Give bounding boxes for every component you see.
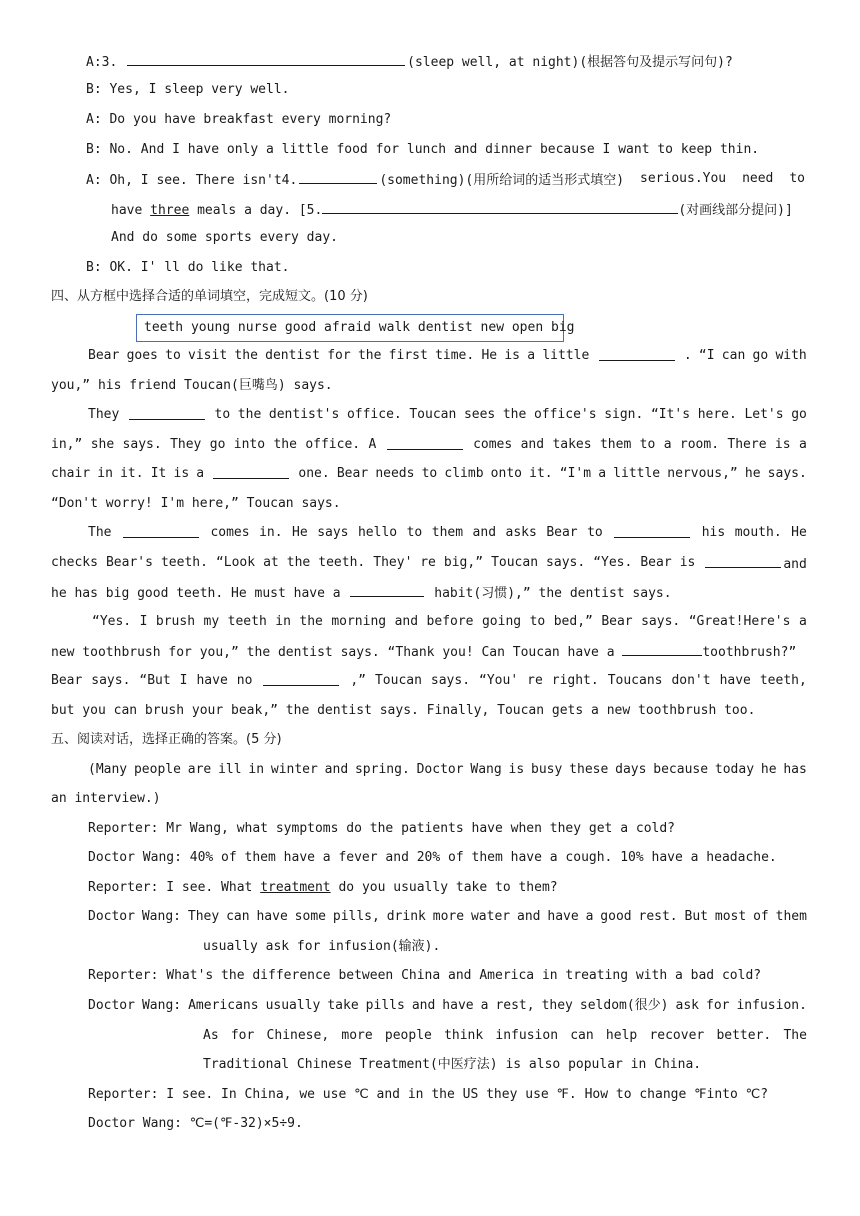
word: re: [527, 673, 543, 688]
doctor-line: [88, 997, 807, 1015]
word: ,”: [350, 673, 366, 688]
word: Toucan: [409, 407, 457, 422]
underlined-word-treatment: treatment: [260, 880, 331, 895]
answer-blank[interactable]: [129, 406, 205, 420]
answer-blank[interactable]: [350, 583, 424, 597]
word: help: [605, 1028, 638, 1043]
word-bank-box: teeth young nurse good afraid walk dentist new open big: [136, 314, 564, 342]
word: Doctor: [88, 998, 135, 1013]
word: good: [600, 909, 632, 924]
word: and: [324, 762, 349, 777]
word: people: [384, 1028, 432, 1043]
intro-line: [88, 761, 807, 779]
word: are: [187, 762, 212, 777]
word: teeth.: [318, 555, 366, 570]
answer-blank-word: [385, 436, 465, 456]
underlined-word-three: three: [150, 203, 190, 218]
word: Bear: [51, 673, 83, 688]
answer-blank-4[interactable]: [299, 170, 377, 184]
doctor-line: [88, 908, 807, 926]
word: is: [173, 466, 190, 481]
passage-line: new toothbrush for you,” the dentist says. “Thank you! Can Toucan have a toothbrush?”: [51, 642, 796, 662]
dialog-line-a-breakfast: A: Do you have breakfast every morning?: [86, 112, 392, 127]
answer-blank[interactable]: [614, 524, 690, 538]
answer-blank[interactable]: [123, 524, 199, 538]
answer-blank[interactable]: [213, 465, 289, 479]
word: he: [744, 466, 761, 481]
word: Bear: [546, 525, 578, 540]
dialog-line-a4: A: Oh, I see. There isn't4. (something)(用所给词的适当形式填空) serious.You need to: [86, 171, 805, 188]
word: more: [432, 909, 465, 924]
word: go: [791, 407, 807, 422]
answer-blank-word: [127, 406, 207, 426]
word: says.: [122, 437, 162, 452]
word: go: [209, 437, 226, 452]
word: a: [196, 466, 205, 481]
word: seldom(很少): [579, 998, 669, 1013]
word: because: [653, 762, 709, 777]
word: room.: [679, 437, 720, 452]
word: to: [639, 437, 656, 452]
doctor-line: Doctor Wang: ℃=(℉-32)×5÷9.: [88, 1116, 303, 1131]
word: the: [273, 437, 297, 452]
word: more: [341, 1028, 373, 1043]
word: some: [294, 909, 326, 924]
answer-blank[interactable]: [705, 554, 781, 568]
word: think: [444, 1028, 484, 1043]
word: winter: [270, 762, 318, 777]
word: to: [165, 348, 181, 363]
word: “Look: [215, 555, 256, 570]
word: says.: [546, 555, 586, 570]
word: to: [421, 466, 438, 481]
reporter-line: Reporter: I see. In China, we use ℃ and in the US they use ℉. How to change ℉into ℃?: [88, 1087, 769, 1102]
word: infusion: [495, 1028, 559, 1043]
word: office.: [346, 407, 402, 422]
word: Doctor: [88, 909, 135, 924]
word: checks: [51, 555, 98, 570]
word: says.: [91, 673, 131, 688]
word: and: [411, 998, 436, 1013]
word: As: [203, 1028, 219, 1043]
word: usually: [265, 998, 321, 1013]
word: Bear: [88, 348, 120, 363]
answer-blank-word: [612, 524, 692, 544]
word: them: [599, 437, 632, 452]
word: Bear: [336, 466, 369, 481]
word: .: [683, 348, 692, 363]
answer-blank-word: [597, 347, 677, 367]
passage-line: [92, 613, 807, 631]
passage-line: [51, 465, 807, 485]
word: is: [679, 555, 696, 570]
dialog-line-b-food: B: No. And I have only a little food for lunch and dinner because I want to keep thin.: [86, 142, 760, 157]
word: time.: [435, 348, 475, 363]
doctor-line: Traditional Chinese Treatment(中医疗法) is also popular in China.: [203, 1057, 702, 1072]
word: I: [179, 673, 188, 688]
word: and: [394, 614, 419, 629]
answer-blank[interactable]: [263, 672, 339, 686]
dialog-line-sports: And do some sports every day.: [111, 230, 338, 245]
word: a: [598, 466, 607, 481]
word: (Many: [88, 762, 128, 777]
word: visit: [188, 348, 228, 363]
word: pills: [365, 998, 405, 1013]
word: to: [529, 614, 546, 629]
word: ask: [675, 998, 699, 1013]
word: climb: [444, 466, 484, 481]
word: water: [470, 909, 511, 924]
word: says.: [430, 673, 471, 688]
word: he: [760, 762, 777, 777]
word: in.: [259, 525, 283, 540]
word: the: [357, 348, 382, 363]
word: Americans: [188, 998, 259, 1013]
word: for: [230, 1028, 255, 1043]
word: no: [236, 673, 253, 688]
word: He: [791, 525, 807, 540]
word: “You': [479, 673, 519, 688]
word: Wang:: [141, 998, 182, 1013]
word: comes: [210, 525, 250, 540]
word: into: [233, 437, 266, 452]
dialog-a4-hint: (something)(用所给词的适当形式填空): [379, 173, 625, 188]
word: dentist's: [268, 407, 340, 422]
word: the: [286, 555, 311, 570]
word: it.: [120, 466, 144, 481]
word: can: [721, 348, 746, 363]
passage-line: “Don't worry! I'm here,” Toucan says.: [51, 496, 341, 511]
word: the: [234, 348, 258, 363]
word: office's: [533, 407, 597, 422]
dialog-a5-hint: (对画线部分提问)]: [678, 203, 793, 218]
word: here.: [697, 407, 737, 422]
word: comes: [473, 437, 513, 452]
word: little: [542, 348, 590, 363]
answer-blank-word: [121, 524, 201, 544]
dialog-a3-hint: (sleep well, at night)(根据答句及提示写问句)?: [407, 55, 733, 70]
word: takes: [552, 437, 592, 452]
word: They: [88, 407, 120, 422]
word: hello: [357, 525, 398, 540]
word: The: [88, 525, 112, 540]
answer-blank-5[interactable]: [322, 200, 678, 214]
answer-blank[interactable]: [387, 436, 463, 450]
word: teeth,: [759, 673, 807, 688]
dialog-line-b1: B: Yes, I sleep very well.: [86, 82, 290, 97]
word: sign.: [604, 407, 644, 422]
answer-blank-word: and: [703, 554, 806, 574]
word: “I: [698, 348, 715, 363]
word: Chinese,: [266, 1028, 330, 1043]
word: “Yes.: [92, 614, 132, 629]
word: a: [585, 909, 594, 924]
word: in: [248, 762, 265, 777]
word: Toucan: [374, 673, 422, 688]
word: pills,: [332, 909, 380, 924]
word: nervous,”: [667, 466, 738, 481]
dialog-line-a3: [86, 52, 733, 72]
word: is: [774, 437, 791, 452]
passage-line: [88, 347, 807, 367]
answer-blank-word: [261, 672, 341, 692]
word: says.: [641, 614, 681, 629]
word: onto: [490, 466, 522, 481]
word: needs: [375, 466, 415, 481]
word: a: [527, 348, 536, 363]
word: a: [798, 437, 807, 452]
word: Toucan: [491, 555, 539, 570]
word: people: [133, 762, 181, 777]
word: have: [442, 998, 474, 1013]
word: don't: [671, 673, 711, 688]
word: They: [187, 909, 220, 924]
word: chair: [51, 466, 91, 481]
word: “I'm: [559, 466, 592, 481]
word: ill: [218, 762, 242, 777]
word: have: [196, 673, 228, 688]
word: can: [226, 909, 250, 924]
doctor-line: Doctor Wang: 40% of them have a fever and 20% of them have a cough. 10% have a headache.: [88, 850, 777, 865]
word: says.: [767, 466, 807, 481]
word: rest,: [495, 998, 535, 1013]
word: Wang: [470, 762, 502, 777]
doctor-line: usually ask for infusion(输液).: [203, 939, 441, 954]
word: morning: [331, 614, 387, 629]
word: “Great!Here's: [688, 614, 791, 629]
word: take: [327, 998, 359, 1013]
word: the: [502, 407, 527, 422]
word: They' re: [373, 555, 436, 570]
word: “But: [139, 673, 171, 688]
reporter-line: Reporter: Mr Wang, what symptoms do the patients have when they get a cold?: [88, 821, 675, 836]
word: busy: [531, 762, 563, 777]
word: a: [480, 998, 489, 1013]
word: to: [406, 525, 423, 540]
passage-line: [88, 524, 807, 544]
passage-line: [88, 406, 807, 426]
word: going: [481, 614, 522, 629]
word: today: [714, 762, 755, 777]
word: dentist: [265, 348, 320, 363]
word: I: [139, 614, 148, 629]
word: little: [613, 466, 661, 481]
word: to: [587, 525, 603, 540]
word: go: [752, 348, 769, 363]
answer-blank-word: [211, 465, 291, 485]
word: and: [520, 437, 545, 452]
word: Let's: [744, 407, 784, 422]
dialog-a4-prefix: A: Oh, I see. There isn't4.: [86, 173, 298, 188]
word: days: [615, 762, 647, 777]
word: asks: [505, 525, 537, 540]
reporter-line: Reporter: What's the difference between China and America in treating with a bad cold?: [88, 968, 762, 983]
word: his: [701, 525, 726, 540]
passage-line: [51, 436, 807, 456]
word: them: [431, 525, 464, 540]
word: better.: [716, 1028, 772, 1043]
word: before: [426, 614, 474, 629]
word: “It's: [650, 407, 691, 422]
word: They: [170, 437, 202, 452]
passage-line: you,” his friend Toucan(巨嘴鸟) says.: [51, 378, 333, 393]
word: mouth.: [734, 525, 782, 540]
word: right.: [551, 673, 599, 688]
word: There: [727, 437, 767, 452]
word: them: [775, 909, 807, 924]
word: have: [547, 909, 579, 924]
word: is: [508, 762, 525, 777]
word: bed,”: [553, 614, 593, 629]
word: a: [798, 614, 807, 629]
word: for: [327, 348, 351, 363]
word: first: [388, 348, 428, 363]
word: she: [90, 437, 115, 452]
word: in: [275, 614, 291, 629]
section-5-heading: 五、阅读对话，选择正确的答案。(5 分): [51, 732, 282, 747]
word: of: [753, 909, 769, 924]
word: most: [714, 909, 747, 924]
word: teeth.: [160, 555, 208, 570]
answer-blank[interactable]: [599, 347, 675, 361]
dialog-line-b-ok: B: OK. I' ll do like that.: [86, 260, 290, 275]
word: has: [783, 762, 807, 777]
word: teeth: [227, 614, 267, 629]
word: He: [292, 525, 308, 540]
word: rest.: [638, 909, 678, 924]
word: they: [541, 998, 573, 1013]
word: one.: [298, 466, 330, 481]
word: infusion.: [736, 998, 807, 1013]
word: have: [256, 909, 288, 924]
word: “Yes.: [593, 555, 633, 570]
word: the: [299, 614, 323, 629]
word: A: [368, 437, 377, 452]
word: to: [214, 407, 231, 422]
dialog-line-a5: have three meals a day. [5. (对画线部分提问)]: [111, 200, 793, 220]
word: Doctor: [416, 762, 464, 777]
word: It: [150, 466, 167, 481]
word: Wang:: [141, 909, 181, 924]
word: He: [481, 348, 498, 363]
word: a: [663, 437, 672, 452]
word: the: [237, 407, 262, 422]
word: says: [317, 525, 349, 540]
word: and: [517, 909, 541, 924]
word: Bear: [601, 614, 633, 629]
answer-blank[interactable]: [622, 642, 702, 656]
word: it.: [529, 466, 553, 481]
word: office.: [305, 437, 361, 452]
word: drink: [386, 909, 426, 924]
word: goes: [126, 348, 158, 363]
word: and: [472, 525, 497, 540]
word: my: [203, 614, 220, 629]
word: is: [504, 348, 521, 363]
word: The: [783, 1028, 807, 1043]
passage-line: [51, 554, 807, 574]
word: for: [706, 998, 730, 1013]
intro-line: an interview.): [51, 791, 161, 806]
word: Bear: [640, 555, 672, 570]
word: in: [97, 466, 113, 481]
word: recover: [649, 1028, 705, 1043]
word: Toucans: [607, 673, 663, 688]
dialog-a3-prefix: A:3.: [86, 55, 126, 70]
word: have: [719, 673, 751, 688]
word: these: [569, 762, 609, 777]
reporter-line: Reporter: I see. What treatment do you usually take to them?: [88, 880, 558, 895]
word: sees: [463, 407, 496, 422]
word: can: [570, 1028, 594, 1043]
word: Bear's: [105, 555, 153, 570]
doctor-line: [203, 1027, 807, 1045]
word: big,”: [443, 555, 484, 570]
passage-line: he has big good teeth. He must have a habit(习惯),” the dentist says.: [51, 583, 672, 603]
answer-blank-3[interactable]: [127, 52, 405, 66]
word: at: [263, 555, 279, 570]
word: But: [684, 909, 709, 924]
passage-line: [51, 672, 807, 692]
word: with: [775, 348, 807, 363]
passage-line: but you can brush your beak,” the dentist says. Finally, Toucan gets a new toothbrush too.: [51, 703, 756, 718]
word: spring.: [354, 762, 410, 777]
section-4-heading: 四、从方框中选择合适的单词填空，完成短文。(10 分): [51, 289, 368, 304]
word: in,”: [51, 437, 83, 452]
word: brush: [155, 614, 196, 629]
